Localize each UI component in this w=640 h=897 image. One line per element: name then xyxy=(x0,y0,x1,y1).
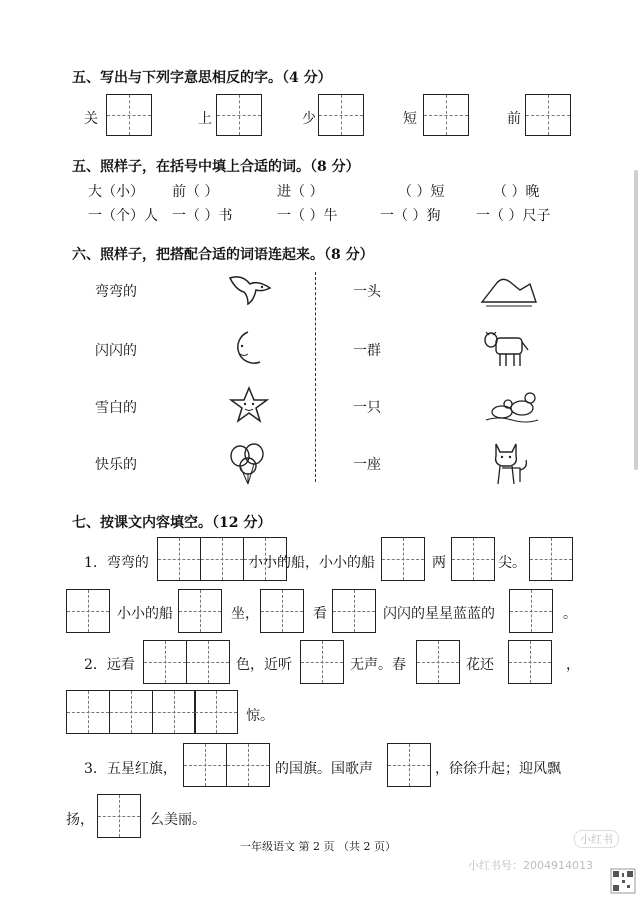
q3-text: ，徐徐升起；迎风飘 xyxy=(435,761,561,777)
section-1-title: 五、写出与下列字意思相反的字。（4 分） xyxy=(72,70,332,86)
watermark-id: 小红书号：2004914013 xyxy=(468,859,593,872)
right-word[interactable]: 一只 xyxy=(353,400,381,416)
answer-grid[interactable] xyxy=(260,589,303,633)
cow-icon[interactable] xyxy=(482,324,530,370)
q1-text: 尖。 xyxy=(498,555,526,571)
fill-item[interactable]: （ ）短 xyxy=(398,184,445,200)
q1-text: 小小的船，小小的船 xyxy=(249,555,375,571)
answer-grid[interactable] xyxy=(66,589,109,633)
qr-code-icon xyxy=(610,868,636,894)
q1-text: 看 xyxy=(313,606,327,622)
antonym-char-5: 前 xyxy=(507,111,521,127)
mountain-icon[interactable] xyxy=(480,270,538,310)
q1-text: 1．弯弯的 xyxy=(84,555,149,571)
answer-grid[interactable] xyxy=(183,743,269,787)
left-word[interactable]: 雪白的 xyxy=(95,400,137,416)
q3-text: 么美丽。 xyxy=(150,812,206,828)
fill-item: 一（个）人 xyxy=(88,208,158,224)
fill-item[interactable]: （ ）晚 xyxy=(493,184,540,200)
answer-box[interactable] xyxy=(106,94,152,136)
q1-text: 闪闪的星星蓝蓝的 xyxy=(383,606,495,622)
scrollbar[interactable] xyxy=(634,170,638,470)
right-word[interactable]: 一群 xyxy=(353,343,381,359)
answer-grid[interactable] xyxy=(332,589,375,633)
answer-box[interactable] xyxy=(318,94,364,136)
answer-box[interactable] xyxy=(423,94,469,136)
bird-icon[interactable] xyxy=(226,270,274,310)
left-word[interactable]: 弯弯的 xyxy=(95,284,137,300)
q3-text: 3．五星红旗， xyxy=(84,761,177,777)
answer-grid[interactable] xyxy=(300,640,343,684)
section-4-title: 七、按课文内容填空。（12 分） xyxy=(72,515,272,531)
fill-item[interactable]: 一（ ）狗 xyxy=(380,208,441,224)
q1-text: 小小的船 xyxy=(117,606,173,622)
q2-text: 2．远看 xyxy=(84,657,135,673)
matching-divider xyxy=(315,272,316,482)
answer-box[interactable] xyxy=(216,94,262,136)
balloon-icon[interactable] xyxy=(228,442,268,488)
answer-grid[interactable] xyxy=(66,690,237,734)
answer-grid[interactable] xyxy=(451,537,494,581)
watermark-logo: 小红书 xyxy=(574,830,619,848)
q1-text: 两 xyxy=(432,555,446,571)
section-2-title: 五、照样子，在括号中填上合适的词。（8 分） xyxy=(72,159,360,175)
right-word[interactable]: 一座 xyxy=(353,457,381,473)
q2-text: 花还 xyxy=(466,657,494,673)
section-3-title: 六、照样子，把搭配合适的词语连起来。（8 分） xyxy=(72,247,374,263)
ducks-icon[interactable] xyxy=(484,386,540,426)
q3-text: 扬， xyxy=(66,812,94,828)
page-footer: 一年级语文 第 2 页 （共 2 页） xyxy=(240,840,396,853)
antonym-char-1: 关 xyxy=(84,111,98,127)
antonym-char-2: 上 xyxy=(198,111,212,127)
answer-grid[interactable] xyxy=(509,589,552,633)
answer-grid[interactable] xyxy=(97,794,140,838)
q2-text: ， xyxy=(566,657,580,673)
answer-grid[interactable] xyxy=(381,537,424,581)
answer-grid[interactable] xyxy=(416,640,459,684)
answer-grid[interactable] xyxy=(508,640,551,684)
answer-grid[interactable] xyxy=(143,640,229,684)
q2-text: 惊。 xyxy=(246,708,274,724)
q3-text: 的国旗。国歌声 xyxy=(275,761,373,777)
answer-grid[interactable] xyxy=(387,743,430,787)
fill-item: 大（小） xyxy=(88,184,144,200)
q1-text: 坐， xyxy=(231,606,259,622)
star-icon[interactable] xyxy=(228,384,270,426)
antonym-char-4: 短 xyxy=(403,111,417,127)
moon-icon[interactable] xyxy=(226,328,266,370)
antonym-char-3: 少 xyxy=(302,111,316,127)
left-word[interactable]: 快乐的 xyxy=(95,457,137,473)
fill-item[interactable]: 一（ ）牛 xyxy=(277,208,338,224)
cat-icon[interactable] xyxy=(486,438,530,488)
right-word[interactable]: 一头 xyxy=(353,284,381,300)
left-word[interactable]: 闪闪的 xyxy=(95,343,137,359)
answer-grid[interactable] xyxy=(529,537,572,581)
fill-item[interactable]: 一（ ）书 xyxy=(172,208,233,224)
q1-text: 。 xyxy=(563,606,577,622)
fill-item[interactable]: 前（ ） xyxy=(172,184,219,200)
q2-text: 色，近听 xyxy=(236,657,292,673)
q2-text: 无声。春 xyxy=(350,657,406,673)
answer-box[interactable] xyxy=(525,94,571,136)
fill-item[interactable]: 一（ ）尺子 xyxy=(476,208,551,224)
fill-item[interactable]: 进（ ） xyxy=(277,184,324,200)
answer-grid[interactable] xyxy=(178,589,221,633)
